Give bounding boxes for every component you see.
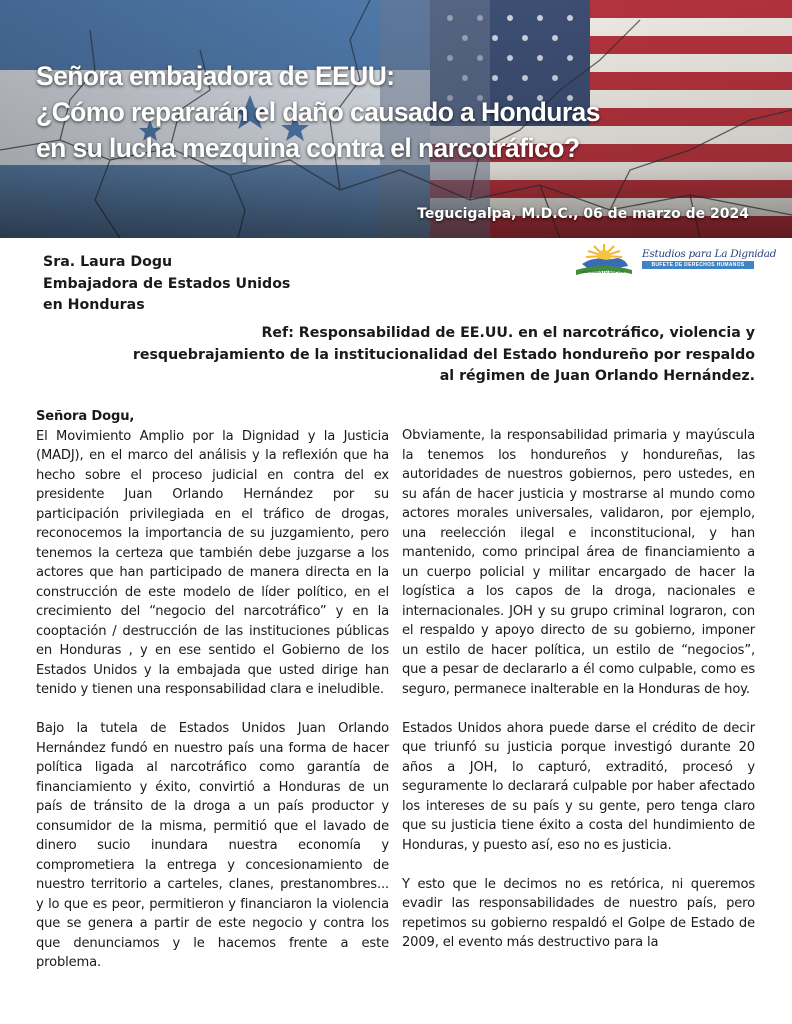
body-paragraph: Estados Unidos ahora puede darse el crédito de decir que triunfó su justicia porque investigó durante 20 años a JOH, lo capturó, extraditó, procesó y seguramente lo declarará culpable por haber afectado los intereses de su país y su gente, pero tenga claro que su justicia tiene éxito a costa del hundimiento de Honduras, y puesto así, eso no es justicia.: [402, 720, 755, 853]
estudios-dignidad-logo: [642, 248, 777, 269]
title-line: en su lucha mezquina contra el narcotráfico?: [36, 133, 580, 163]
estudios-logo-script: Estudios para La Dignidad: [642, 248, 777, 260]
madj-sun-map-logo: [572, 242, 636, 287]
reference-line: Ref: Responsabilidad de EE.UU. en el narcotráfico, violencia y: [261, 325, 755, 341]
body-paragraph: El Movimiento Amplio por la Dignidad y la Justicia (MADJ), en el marco del análisis y la reflexión que ha hecho sobre el proceso judicial en contra del ex presidente Juan Orlando Hernández por su participación privilegiada en el tráfico de drogas, reconocemos la importancia de su juzgamiento, pero tenemos la certeza que también debe juzgarse a los actores que han participado de manera directa en la construcción de este modelo de líder político, en el crecimiento del “negocio del narcotráfico” y en la cooptación / destrucción de las instituciones públicas en Honduras , y en ese sentido el Gobierno de los Estados Unidos y la embajada que usted dirige han tenido y tienen una responsabilidad clara e ineludible.: [36, 428, 389, 697]
estudios-logo-subtitle: BUFETE DE DERECHOS HUMANOS: [642, 261, 754, 269]
reference-line: resquebrajamiento de la institucionalidad del Estado hondureño por respaldo: [132, 346, 755, 363]
madj-logo-icon: [572, 242, 636, 282]
body-paragraph: Obviamente, la responsabilidad primaria y mayúscula la tenemos los hondureños y hondureñas, las autoridades de nuestros gobiernos, pero ustedes, en su afán de hacer justicia y mostrarse al mundo como actores morales universales, validaron, por ejemplo, una reelección ilegal e inconstitucional, y han mantenido, como principal área de financiamiento a un cuerpo policial y militar encargado de hacer la logística a los capos de la droga, nacionales e internacionales. JOH y su grupo criminal lograron, con el respaldo y apoyo directo de su gobierno, imponer un estilo de hacer política, un estilo de “negocios”, que a pesar de declararlo a él como culpable, como es seguro, permanece inalterable en la Honduras de hoy.: [402, 428, 755, 697]
reference-line: al régimen de Juan Orlando Hernández.: [439, 368, 755, 384]
recipient-line: Sra. Laura Dogu: [43, 254, 173, 270]
madj-logo-text: MOVIMIENTO AMPLIO: [582, 269, 625, 274]
title-line: Señora embajadora de EEUU:: [36, 61, 395, 91]
recipient-line: Embajadora de Estados Unidos: [43, 275, 291, 292]
place-date: Tegucigalpa, M.D.C., 06 de marzo de 2024: [417, 206, 749, 222]
header-banner: [0, 0, 792, 238]
title-line: ¿Cómo repararán el daño causado a Honduras: [36, 97, 600, 127]
left-column: [36, 407, 389, 973]
salutation: Señora Dogu,: [36, 409, 135, 424]
recipient-line: en Honduras: [43, 297, 145, 313]
right-column: [402, 426, 755, 953]
logos: [568, 238, 777, 284]
body-paragraph: Bajo la tutela de Estados Unidos Juan Orlando Hernández fundó en nuestro país una forma de hacer política ligada al narcotráfico como garantía de financiamiento y éxito, convirtió a Honduras de un país de tránsito de la droga a un país productor y consumidor de la misma, permitió que el lavado de dinero sucio inundara nuestra economía y comprometiera la entrega y concesionamiento de nuestro territorio a carteles, clanes, prestanombres... y lo que es peor, permitieron y financiaron la violencia que se genera a partir de este negocio y contra los que denunciamos y le hacemos frente a este problema.: [36, 721, 389, 970]
recipient-block: [43, 252, 290, 317]
reference-block: [133, 323, 755, 388]
page-title: [36, 58, 600, 166]
body-paragraph: Y esto que le decimos no es retórica, ni queremos evadir las responsabilidades de nuestro país, pero repetimos su gobierno respaldó el Golpe de Estado de 2009, el evento más destructivo para la: [402, 876, 755, 950]
